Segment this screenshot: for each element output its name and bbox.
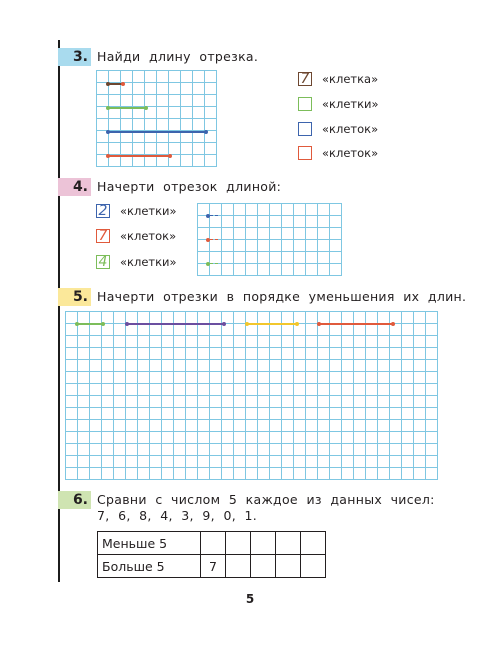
row-label: Меньше 5 [98,532,201,555]
task-4-item [96,229,176,243]
task-3-text: Найди длину отрезка. [97,49,259,64]
task-5-text: Начерти отрезки в порядке уменьшения их длин. [97,289,467,304]
task-5-segment-green-end [101,322,105,326]
answer-box[interactable] [298,146,312,160]
task-4-hint-green [210,263,218,265]
task-3-legend-item [298,146,378,160]
task-3-segment-red [108,155,170,157]
task-5-segment-yellow-end [295,322,299,326]
task-4-item [96,204,177,218]
task-3-legend-item [298,122,378,136]
task-3-segment-brown-end [121,82,125,86]
answer-cell[interactable] [276,532,301,555]
task-3-segment-blue-end [204,130,208,134]
task-5-number: 5. [58,288,91,306]
task-4-number: 4. [58,178,91,196]
row-label: Больше 5 [98,555,201,578]
task-5-segment-purple [127,323,224,325]
task-5-grid[interactable] [65,311,438,480]
task-4-grid[interactable] [197,203,342,276]
length-box-value: 2 [98,203,108,219]
task-5-segment-red-end [391,322,395,326]
length-box [96,204,110,218]
task-3-segment-green-end [144,106,148,110]
legend-label: «клетки» [322,97,379,111]
task-3-legend-item [298,97,379,111]
task-4-item [96,255,177,269]
task-3-segment-brown-start [106,82,110,86]
task-3-segment-red-start [106,154,110,158]
task-6-text-line-1: Сравни с числом 5 каждое из данных чисел: [97,492,435,507]
answer-box[interactable] [298,97,312,111]
answer-cell[interactable] [276,555,301,578]
length-box [96,255,110,269]
task-6-text-line-2: 7, 6, 8, 4, 3, 9, 0, 1. [97,508,258,523]
legend-label: «клеток» [322,146,379,160]
answer-cell[interactable] [226,555,251,578]
comparison-table [97,531,326,578]
task-3-segment-blue-start [106,130,110,134]
task-5-segment-yellow-start [245,322,249,326]
answer-box-value: 7 [300,71,310,87]
answer-cell[interactable] [301,532,326,555]
answer-cell[interactable] [226,532,251,555]
answer-box[interactable] [298,72,312,86]
answer-cell[interactable] [251,532,276,555]
length-box-value: 4 [98,254,108,270]
length-box-value: 7 [98,228,108,244]
task-5-segment-purple-end [222,322,226,326]
task-5-segment-red [319,323,393,325]
task-5-segment-purple-start [125,322,129,326]
answer-cell[interactable]: 7 [201,555,226,578]
answer-cell[interactable] [251,555,276,578]
length-label: «клетки» [120,255,177,269]
answer-box[interactable] [298,122,312,136]
table-row-greater [98,555,326,578]
task-5-segment-green [77,323,103,325]
task-3-segment-blue [108,131,206,133]
page-number: 5 [245,592,255,606]
task-4-hint-red [210,239,218,241]
table-row-less [98,532,326,555]
task-6-number: 6. [58,491,91,509]
length-label: «клеток» [120,229,177,243]
legend-label: «клетка» [322,72,379,86]
task-5-segment-red-start [317,322,321,326]
answer-cell[interactable] [201,532,226,555]
legend-label: «клеток» [322,122,379,136]
answer-cell[interactable] [301,555,326,578]
length-label: «клетки» [120,204,177,218]
task-3-legend-item [298,72,378,86]
task-3-number: 3. [58,48,91,66]
task-4-text: Начерти отрезок длиной: [97,179,282,194]
task-5-segment-yellow [247,323,297,325]
task-3-segment-green [108,107,146,109]
length-box [96,229,110,243]
task-4-hint-blue [210,215,218,217]
task-3-segment-red-end [168,154,172,158]
task-3-segment-green-start [106,106,110,110]
task-5-segment-green-start [75,322,79,326]
